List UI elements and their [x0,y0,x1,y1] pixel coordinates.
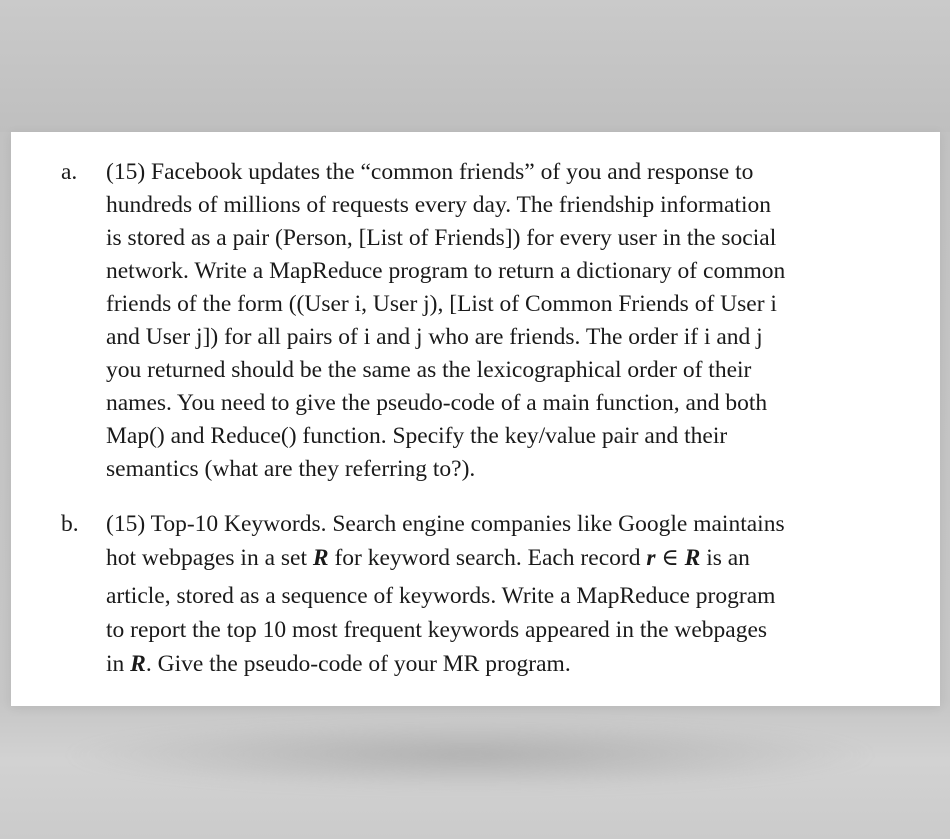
background-top-band [0,0,950,132]
question-a-line-2: hundreds of millions of requests every day. The friendship information [106,192,772,218]
question-a-line-3: is stored as a pair (Person, [List of Friends]) for every user in the social [106,225,777,251]
background-blur-shadow [60,720,880,790]
question-a-line-7: you returned should be the same as the lexicographical order of their [106,357,752,383]
question-a-line-9: Map() and Reduce() function. Specify the key/value pair and their [106,423,728,449]
question-a-line-1: (15) Facebook updates the “common friends” of you and response to [106,159,754,185]
question-b-line-3: article, stored as a sequence of keywords. Write a MapReduce program [106,583,776,609]
question-b-line-5-pre: in [106,651,131,677]
question-b-marker: b. [61,511,79,537]
question-b-line-1: (15) Top-10 Keywords. Search engine companies like Google maintains [106,511,785,537]
question-b-line-5 [106,648,571,681]
record-r-symbol: r [646,545,656,571]
question-b-line-2-post: is an [700,545,750,571]
set-r-symbol: R [312,545,329,571]
question-b-line-5-post: . Give the pseudo-code of your MR program. [145,651,571,677]
question-a-line-4: network. Write a MapReduce program to return a dictionary of common [106,258,786,284]
question-a-line-8: names. You need to give the pseudo-code of a main function, and both [106,390,768,416]
question-a-marker: a. [61,159,78,185]
set-r-symbol-2: R [684,545,701,571]
question-b-line-2 [106,542,750,575]
question-b-line-2-pre: hot webpages in a set [106,545,313,571]
question-a-line-10: semantics (what are they referring to?). [106,456,476,482]
question-a-line-5: friends of the form ((User i, User j), [List of Common Friends of User i [106,291,777,317]
document-page [11,132,940,706]
question-b-line-4: to report the top 10 most frequent keywords appeared in the webpages [106,617,768,643]
question-a-line-6: and User j]) for all pairs of i and j who are friends. The order if i and j [106,324,763,350]
set-r-symbol-3: R [130,651,146,677]
question-b-line-2-mid: for keyword search. Each record [328,545,647,571]
element-of-symbol: ∈ [661,545,679,571]
